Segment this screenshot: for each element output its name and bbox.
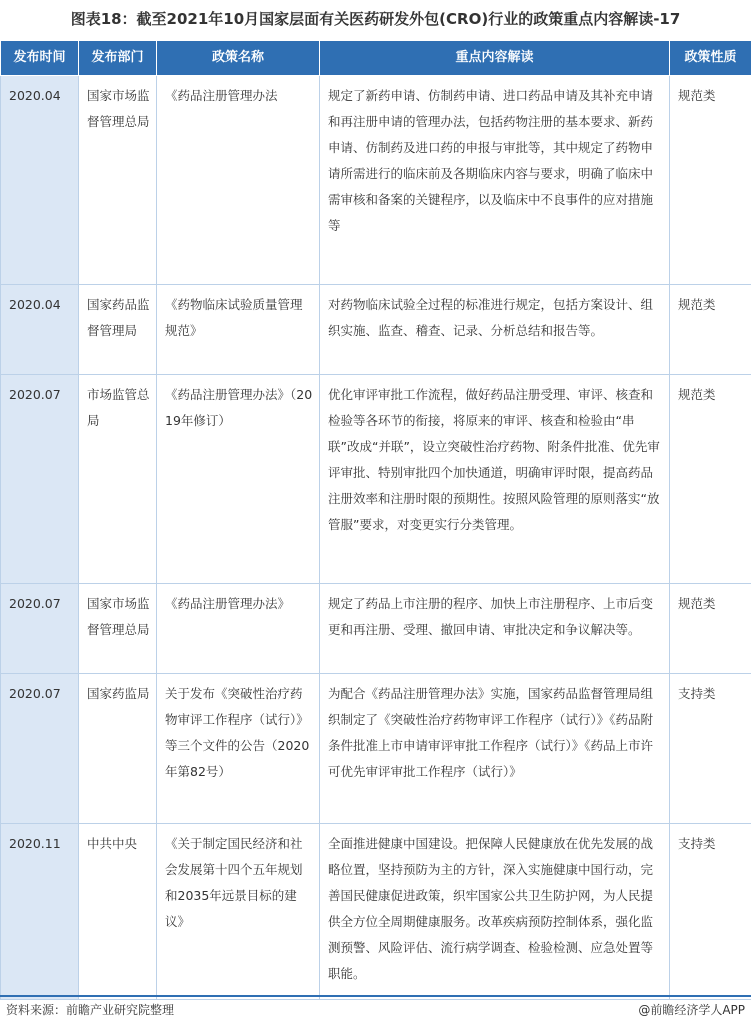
cell-policy-name: 《药品注册管理办法 [157,76,320,285]
source-note: 资料来源：前瞻产业研究院整理 [6,1003,175,1017]
cell-dept: 中共中央 [79,824,157,1000]
cell-date: 2020.04 [1,76,79,285]
table-row [1,375,751,584]
chart-title: 图表18：截至2021年10月国家层面有关医药研发外包(CRO)行业的政策重点内容解读-17 [70,10,681,28]
cell-policy-name: 关于发布《突破性治疗药物审评工作程序（试行）》等三个文件的公告（2020年第82号） [157,674,320,824]
cell-content: 优化审评审批工作流程，做好药品注册受理、审评、核查和检验等各环节的衔接，将原来的审评、核查和检验由“串联”改成“并联”，设立突破性治疗药物、附条件批准、优先审评审批、特别审批四个加快通道，明确审评时限，提高药品注册效率和注册时限的预期性。按照风险管理的原则落实“放管服”要求，对变更实行分类管理。 [320,375,670,584]
table-row [1,76,751,285]
policy-table [0,40,751,1000]
cell-date: 2020.04 [1,285,79,375]
cell-date: 2020.07 [1,584,79,674]
cell-date: 2020.07 [1,375,79,584]
cell-dept: 国家药监局 [79,674,157,824]
cell-policy-name: 《关于制定国民经济和社会发展第十四个五年规划和2035年远景目标的建议》 [157,824,320,1000]
header-dept: 发布部门 [79,41,157,76]
cell-type: 规范类 [670,375,751,584]
cell-policy-name: 《药品注册管理办法》 [157,584,320,674]
header-date: 发布时间 [1,41,79,76]
cell-date: 2020.11 [1,824,79,1000]
cell-content: 规定了药品上市注册的程序、加快上市注册程序、上市后变更和再注册、受理、撤回申请、审批决定和争议解决等。 [320,584,670,674]
cell-dept: 国家药品监督管理局 [79,285,157,375]
cell-type: 支持类 [670,824,751,1000]
cell-dept: 国家市场监督管理总局 [79,584,157,674]
table-row [1,824,751,1000]
cell-type: 支持类 [670,674,751,824]
table-row [1,674,751,824]
cell-dept: 市场监管总局 [79,375,157,584]
cell-content: 为配合《药品注册管理办法》实施，国家药品监督管理局组织制定了《突破性治疗药物审评工作程序（试行）》《药品附条件批准上市申请审评审批工作程序（试行）》《药品上市许可优先审评审批工作程序（试行）》 [320,674,670,824]
table-header-row [1,41,751,76]
cell-date: 2020.07 [1,674,79,824]
table-row [1,584,751,674]
cell-dept: 国家市场监督管理总局 [79,76,157,285]
cell-type: 规范类 [670,285,751,375]
app-credit: @前瞻经济学人APP [638,1003,745,1017]
header-type: 政策性质 [670,41,751,76]
cell-type: 规范类 [670,584,751,674]
cell-content: 规定了新药申请、仿制药申请、进口药品申请及其补充申请和再注册申请的管理办法，包括药物注册的基本要求、新药申请、仿制药及进口药的申报与审批等，其中规定了药物申请所需进行的临床前及各期临床内容与要求，明确了临床中需审核和备案的关键程序，以及临床中不良事件的应对措施等 [320,76,670,285]
cell-policy-name: 《药物临床试验质量管理规范》 [157,285,320,375]
header-content: 重点内容解读 [320,41,670,76]
cell-type: 规范类 [670,76,751,285]
footer [0,995,751,1021]
cell-content: 全面推进健康中国建设。把保障人民健康放在优先发展的战略位置，坚持预防为主的方针，深入实施健康中国行动，完善国民健康促进政策，织牢国家公共卫生防护网，为人民提供全方位全周期健康服务。改革疾病预防控制体系，强化监测预警、风险评估、流行病学调查、检验检测、应急处置等职能。 [320,824,670,1000]
header-policy-name: 政策名称 [157,41,320,76]
cell-policy-name: 《药品注册管理办法》（2019年修订） [157,375,320,584]
cell-content: 对药物临床试验全过程的标准进行规定，包括方案设计、组织实施、监查、稽查、记录、分析总结和报告等。 [320,285,670,375]
table-row [1,285,751,375]
